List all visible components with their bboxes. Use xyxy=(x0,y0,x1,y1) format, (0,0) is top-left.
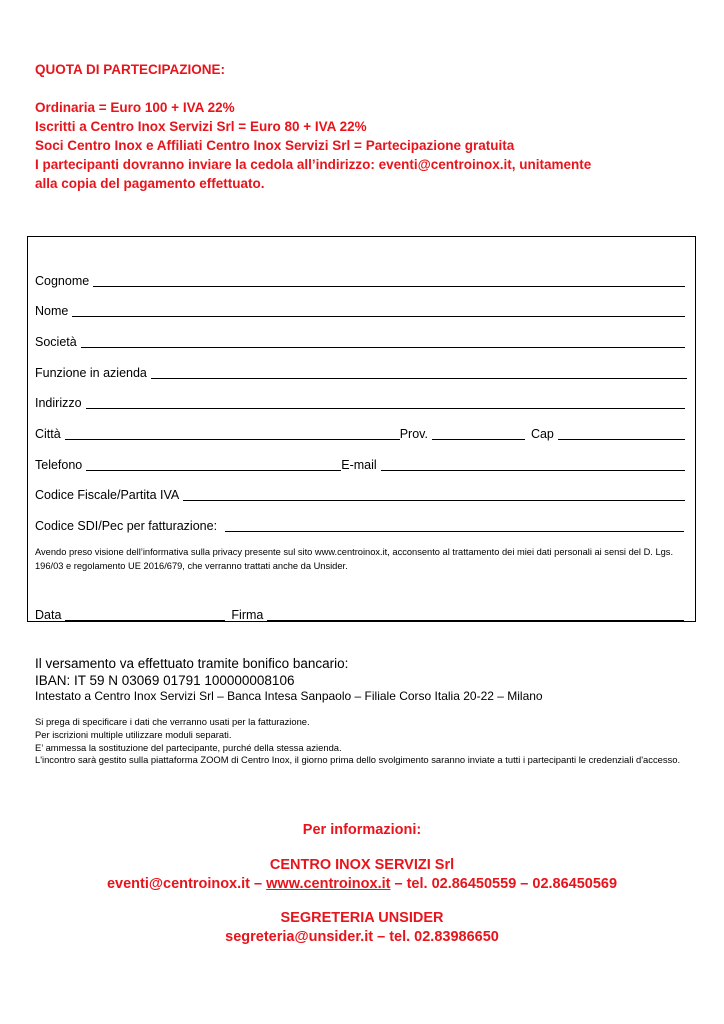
cognome-label: Cognome xyxy=(35,274,90,288)
note-zoom: L'incontro sarà gestito sulla piattaforma ZOOM di Centro Inox, il giorno prima dello svolgimento saranno inviate a tutti i partecipanti le credenziali d'accesso. xyxy=(35,754,681,766)
codice-fiscale-row xyxy=(35,485,686,503)
citta-label: Città xyxy=(35,427,61,441)
email-field[interactable] xyxy=(381,469,685,471)
quota-line-istruzioni-cont: alla copia del pagamento effettuato. xyxy=(35,176,265,191)
notes-section xyxy=(35,716,693,767)
telefono-label: Telefono xyxy=(35,458,83,472)
quota-section xyxy=(35,60,695,193)
data-field[interactable] xyxy=(65,619,225,621)
note-iscrizioni-multiple: Per iscrizioni multiple utilizzare moduli separati. xyxy=(35,728,232,740)
note-sostituzione: E’ ammessa la sostituzione del partecipante, purché della stessa azienda. xyxy=(35,741,342,753)
data-firma-row xyxy=(35,605,685,623)
indirizzo-label: Indirizzo xyxy=(35,396,82,410)
data-label: Data xyxy=(35,608,62,622)
quota-line-istruzioni: I partecipanti dovranno inviare la cedola all’indirizzo: eventi@centroinox.it, unitamente xyxy=(35,157,592,172)
payment-intestato: Intestato a Centro Inox Servizi Srl – Banca Intesa Sanpaolo – Filiale Corso Italia 20-22 – Milano xyxy=(35,689,543,703)
codice-sdi-label: Codice SDI/Pec per fatturazione: xyxy=(35,519,218,533)
nome-field[interactable] xyxy=(72,315,685,317)
funzione-row xyxy=(35,363,688,381)
payment-instruction: Il versamento va effettuato tramite bonifico bancario: xyxy=(35,656,349,671)
cis-telephone: – tel. 02.86450559 – 02.86450569 xyxy=(390,876,618,892)
registration-form xyxy=(27,236,696,622)
societa-label: Società xyxy=(35,335,77,349)
cognome-field[interactable] xyxy=(93,285,685,287)
citta-row xyxy=(35,424,686,442)
prov-label: Prov. xyxy=(399,427,428,441)
quota-title: QUOTA DI PARTECIPAZIONE: xyxy=(35,62,225,77)
cis-separator: – xyxy=(250,876,267,892)
codice-sdi-field[interactable] xyxy=(225,530,684,532)
payment-iban: IBAN: IT 59 N 03069 01791 100000008106 xyxy=(35,673,295,688)
info-heading: Per informazioni: xyxy=(302,822,422,838)
codice-fiscale-label: Codice Fiscale/Partita IVA xyxy=(35,488,180,502)
cis-website-link[interactable]: www.centroinox.it xyxy=(266,876,391,892)
citta-field[interactable] xyxy=(65,438,400,440)
email-label: E-mail xyxy=(341,458,377,472)
cap-field[interactable] xyxy=(558,438,685,440)
unsider-contacts: segreteria@unsider.it – tel. 02.83986650 xyxy=(225,929,499,945)
codice-fiscale-field[interactable] xyxy=(183,499,685,501)
cis-name: CENTRO INOX SERVIZI Srl xyxy=(269,857,455,873)
privacy-consent-text: Avendo preso visione dell’informativa sulla privacy presente sul sito www.centroinox.it, acconsento al trattamento dei miei dati personali ai sensi del D. Lgs. 196/03 e regolamento UE 2016/679, che verranno trattati anche da Unsider. xyxy=(35,547,674,571)
firma-label: Firma xyxy=(231,608,264,622)
cognome-row xyxy=(35,271,686,289)
firma-field[interactable] xyxy=(267,619,684,621)
quota-line-iscritti: Iscritti a Centro Inox Servizi Srl = Euro 80 + IVA 22% xyxy=(35,119,367,134)
funzione-label: Funzione in azienda xyxy=(35,366,147,380)
societa-row xyxy=(35,332,686,350)
quota-line-ordinaria: Ordinaria = Euro 100 + IVA 22% xyxy=(35,100,235,115)
telefono-field[interactable] xyxy=(86,469,341,471)
codice-sdi-row xyxy=(35,516,685,534)
indirizzo-row xyxy=(35,393,686,411)
prov-field[interactable] xyxy=(432,438,525,440)
nome-row xyxy=(35,301,686,319)
societa-field[interactable] xyxy=(81,346,685,348)
cap-label: Cap xyxy=(530,427,554,441)
cis-email[interactable]: eventi@centroinox.it xyxy=(106,876,251,892)
telefono-row xyxy=(35,455,686,473)
unsider-name: SEGRETERIA UNSIDER xyxy=(280,910,444,926)
quota-line-soci: Soci Centro Inox e Affiliati Centro Inox Servizi Srl = Partecipazione gratuita xyxy=(35,138,515,153)
note-fatturazione: Si prega di specificare i dati che verranno usati per la fatturazione. xyxy=(35,716,310,727)
nome-label: Nome xyxy=(35,304,69,318)
indirizzo-field[interactable] xyxy=(86,407,685,409)
cis-contacts xyxy=(0,874,724,894)
funzione-field[interactable] xyxy=(151,377,687,379)
payment-section xyxy=(35,655,695,704)
